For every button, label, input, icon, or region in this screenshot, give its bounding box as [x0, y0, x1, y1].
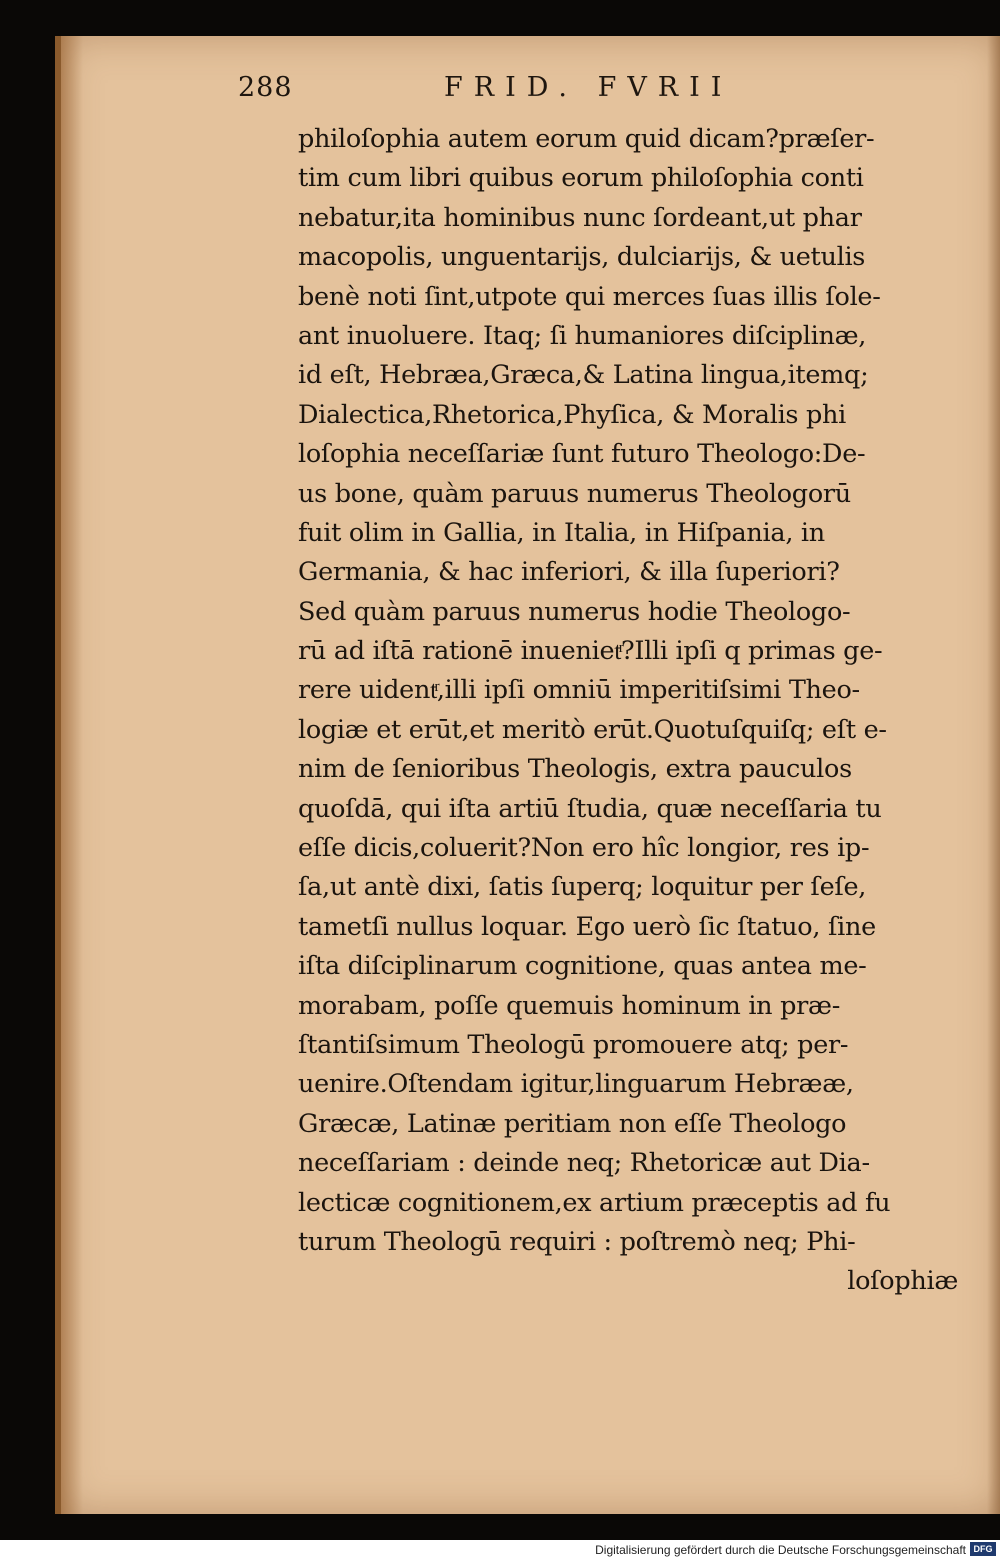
funding-credit: Digitalisierung gefördert durch die Deutsche Forschungsgemeinschaft [595, 1543, 966, 1557]
text-line: id eſt, Hebræa,Græca,& Latina lingua,itemq; [298, 360, 869, 391]
text-line: loſophia neceſſariæ ſunt futuro Theologo:De- [298, 439, 866, 470]
text-line: quoſdā, qui iſta artiū ſtudia, quæ neceſſaria tu [298, 793, 882, 824]
dfg-logo-icon: DFG [970, 1542, 996, 1556]
text-line: tametſi nullus loquar. Ego uerò ſic ſtatuo, ſine [298, 911, 876, 942]
text-line: rū ad iſtā rationē inuenietͬ?Illi ipſi q primas ge- [298, 636, 883, 667]
text-line: us bone, quàm paruus numerus Theologorū [298, 478, 851, 509]
text-line: fuit olim in Gallia, in Italia, in Hiſpania, in [298, 517, 825, 548]
page-number: 288 [238, 72, 293, 103]
text-line: rere uidentͬ,illi ipſi omniū imperitiſsimi Theo- [298, 675, 860, 706]
text-line: iſta diſciplinarum cognitione, quas antea me- [298, 951, 867, 982]
text-line: nebatur,ita hominibus nunc ſordeant,ut phar [298, 202, 862, 233]
text-line: ſtantiſsimum Theologū promouere atq; per- [298, 1029, 849, 1060]
text-line: tim cum libri quibus eorum philoſophia conti [298, 163, 864, 194]
body-text [298, 120, 962, 1302]
text-line: philoſophia autem eorum quid dicam?præſer- [298, 124, 875, 154]
text-line: lecticæ cognitionem,ex artium præceptis ad fu [298, 1187, 891, 1218]
text-line: logiæ et erūt,et meritò erūt.Quotuſquiſq; eſt e- [298, 714, 887, 745]
catchword: loſophiæ [847, 1266, 958, 1297]
text-line: ſa,ut antè dixi, ſatis ſuperq; loquitur per ſeſe, [298, 872, 867, 903]
text-line: ant inuoluere. Itaq; ſi humaniores diſciplinæ, [298, 320, 867, 351]
running-head: FRID. FVRII [444, 72, 733, 103]
page-header [238, 72, 758, 112]
text-line: nim de ſenioribus Theologis, extra pauculos [298, 754, 852, 785]
text-line: turum Theologū requiri : poſtremò neq; Phi- [298, 1226, 856, 1257]
text-line: Græcæ, Latinæ peritiam non eſſe Theologo [298, 1108, 847, 1139]
text-line: Dialectica,Rhetorica,Phyſica, & Moralis phi [298, 399, 847, 430]
digitization-footer [0, 1540, 1000, 1560]
text-line: eſſe dicis,coluerit?Non ero hîc longior, res ip- [298, 833, 870, 864]
text-line: benè noti ſint,utpote qui merces ſuas illis ſole- [298, 281, 881, 312]
text-line: macopolis, unguentarijs, dulciarijs, & uetulis [298, 242, 866, 273]
text-line: neceſſariam : deinde neq; Rhetoricæ aut Dia- [298, 1148, 870, 1179]
text-line: morabam, poſſe quemuis hominum in præ- [298, 990, 841, 1021]
text-line: Sed quàm paruus numerus hodie Theologo- [298, 596, 851, 627]
text-line: uenire.Oſtendam igitur,linguarum Hebrææ, [298, 1069, 854, 1100]
text-line: Germania, & hac inferiori, & illa ſuperiori? [298, 557, 840, 588]
